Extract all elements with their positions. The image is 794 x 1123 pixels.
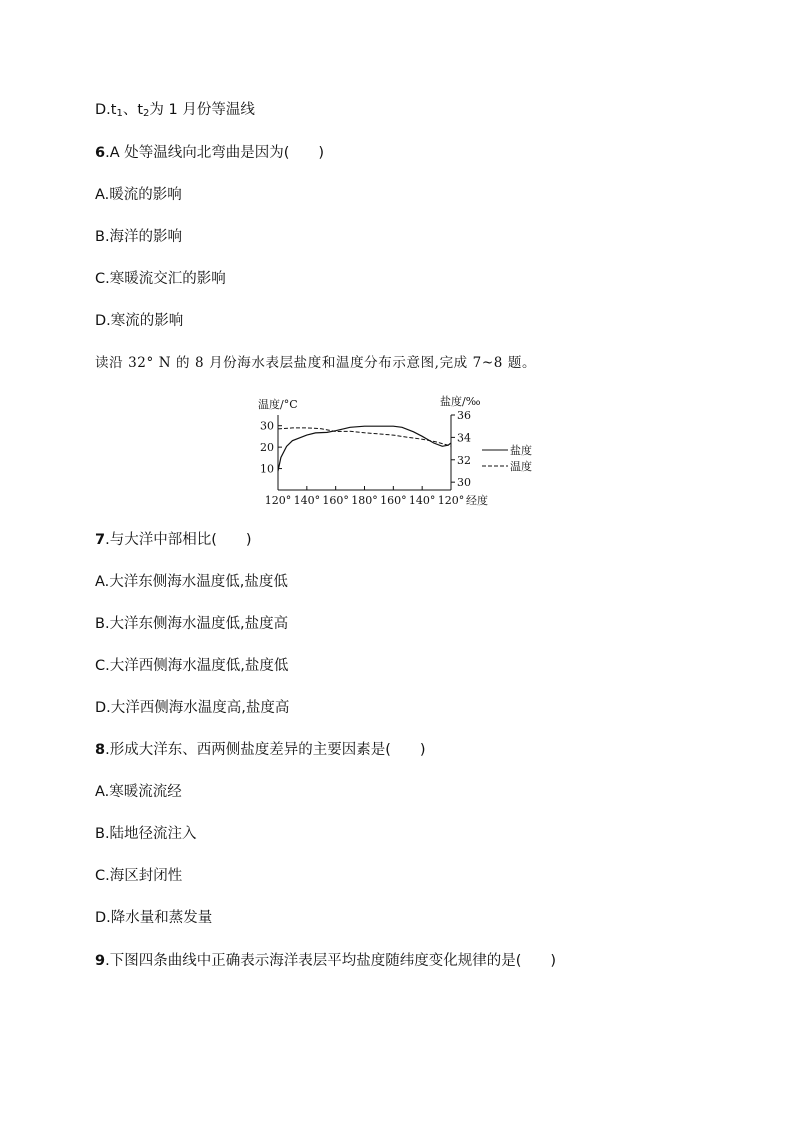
- question-7: 7.与大洋中部相比( ): [95, 532, 252, 548]
- left-tick-label: 20: [260, 441, 274, 455]
- x-tick-label: 160°: [380, 494, 407, 507]
- right-tick-label: 32: [457, 453, 471, 467]
- question-7-option-c: C.大洋西侧海水温度低,盐度低: [95, 658, 289, 674]
- right-axis-label: 盐度/‰: [440, 395, 481, 408]
- question-9: 9.下图四条曲线中正确表示海洋表层平均盐度随纬度变化规律的是( ): [95, 953, 557, 969]
- left-tick-label: 30: [260, 419, 274, 433]
- x-tick-label: 140°: [293, 494, 321, 507]
- question-7-option-d: D.大洋西侧海水温度高,盐度高: [95, 700, 290, 716]
- x-tick-label: 160°: [322, 494, 349, 507]
- intro-text: 读沿 32° N 的 8 月份海水表层盐度和温度分布示意图,完成 7~8 题。: [95, 355, 537, 371]
- salinity-temperature-chart: [255, 393, 532, 515]
- question-5-option-d: $D.t_1$、$t_2$为 1 月份等温线: [95, 102, 255, 119]
- right-tick-label: 36: [457, 409, 471, 422]
- question-8-option-b: B.陆地径流注入: [95, 826, 197, 842]
- temperature-series-line: [278, 428, 451, 446]
- left-tick-label: 10: [260, 462, 274, 476]
- question-6-option-d: D.寒流的影响: [95, 313, 184, 329]
- question-7-option-b: B.大洋东侧海水温度低,盐度高: [95, 616, 289, 632]
- question-6-option-b: B.海洋的影响: [95, 229, 183, 245]
- question-8: 8.形成大洋东、西两侧盐度差异的主要因素是( ): [95, 742, 426, 758]
- legend-label-temperature: 温度: [510, 460, 532, 473]
- left-axis-label: 温度/°C: [258, 398, 298, 411]
- question-6-option-a: A.暖流的影响: [95, 187, 182, 203]
- question-6: 6.A 处等温线向北弯曲是因为( ): [95, 145, 325, 161]
- legend-label-salinity: 盐度: [510, 444, 532, 457]
- x-tick-label: 140°: [408, 494, 436, 507]
- x-tick-label: 120°: [437, 494, 465, 507]
- question-7-option-a: A.大洋东侧海水温度低,盐度低: [95, 574, 288, 590]
- question-8-option-d: D.降水量和蒸发量: [95, 910, 213, 926]
- right-tick-label: 30: [457, 476, 471, 490]
- x-axis-label: 经度: [466, 494, 488, 507]
- question-6-option-c: C.寒暖流交汇的影响: [95, 271, 226, 287]
- question-8-option-a: A.寒暖流流经: [95, 784, 182, 800]
- question-8-option-c: C.海区封闭性: [95, 868, 183, 884]
- x-tick-label: 180°: [351, 494, 378, 507]
- x-tick-label: 120°: [264, 494, 292, 507]
- right-tick-label: 34: [457, 431, 471, 445]
